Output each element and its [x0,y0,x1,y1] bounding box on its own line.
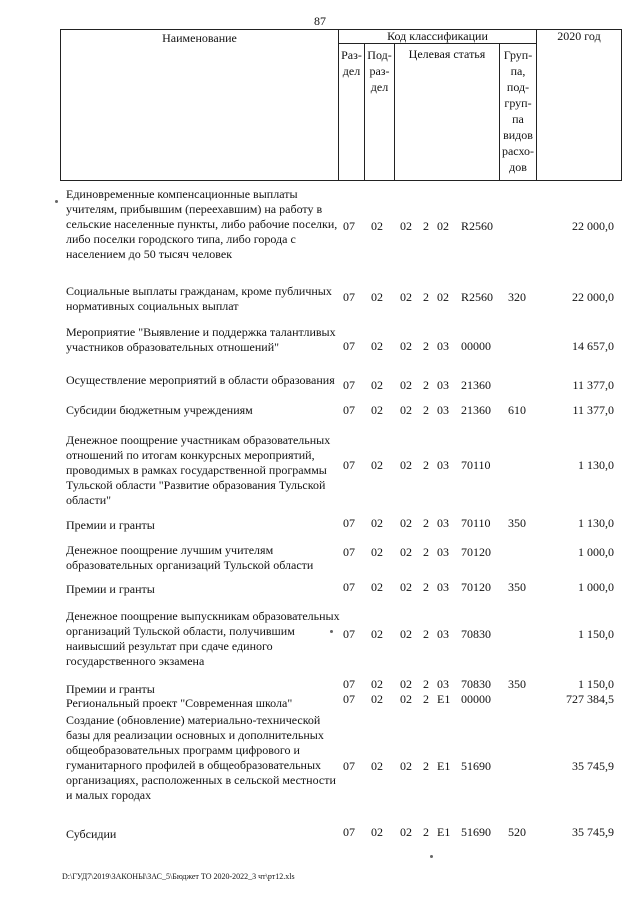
row-amount: 1 000,0 [578,545,614,559]
header-razdel: Раз- дел [341,48,362,78]
row-target-2: 2 [423,627,429,641]
row-podrazdel: 02 [371,219,383,233]
row-amount: 14 657,0 [572,339,614,353]
row-target-3: E1 [437,759,451,773]
row-target-3: 03 [437,580,449,594]
row-target-3: 03 [437,545,449,559]
row-amount: 11 377,0 [572,403,614,417]
row-target-4: 21360 [461,378,491,392]
header-right-border [621,29,622,181]
row-target-4: 70830 [461,627,491,641]
row-vid: 350 [508,516,526,530]
row-podrazdel: 02 [371,627,383,641]
row-name: Денежное поощрение лучшим учителям образовательных организаций Тульской области [66,543,314,572]
row-target-2: 2 [423,692,429,706]
row-target-3: 02 [437,219,449,233]
row-target-1: 02 [400,403,412,417]
page-number: 87 [314,14,326,28]
row-target-4: 70830 [461,677,491,691]
row-razdel: 07 [343,458,355,472]
row-razdel: 07 [343,627,355,641]
row-name: Социальные выплаты гражданам, кроме публичных нормативных социальных выплат [66,284,332,313]
row-podrazdel: 02 [371,545,383,559]
row-name: Субсидии бюджетным учреждениям [66,403,253,417]
row-target-3: 03 [437,339,449,353]
row-name: Мероприятие "Выявление и поддержка талантливых участников образовательных отношений" [66,325,336,354]
row-amount: 1 150,0 [578,627,614,641]
row-podrazdel: 02 [371,290,383,304]
row-name: Субсидии [66,827,117,841]
row-target-3: 03 [437,403,449,417]
row-name: Региональный проект "Современная школа" [66,696,293,710]
row-amount: 22 000,0 [572,290,614,304]
row-target-3: 03 [437,458,449,472]
row-target-1: 02 [400,290,412,304]
header-name: Наименование [162,31,237,45]
row-razdel: 07 [343,516,355,530]
row-amount: 1 000,0 [578,580,614,594]
row-amount: 1 130,0 [578,458,614,472]
row-target-2: 2 [423,458,429,472]
row-podrazdel: 02 [371,403,383,417]
row-razdel: 07 [343,378,355,392]
row-razdel: 07 [343,580,355,594]
row-target-1: 02 [400,516,412,530]
row-target-3: 03 [437,627,449,641]
row-amount: 727 384,5 [566,692,614,706]
row-amount: 35 745,9 [572,825,614,839]
row-name: Создание (обновление) материально-технической базы для реализации основных и дополнительных общеобразовательных программ цифрового и гуманитарного профилей в общеобразовательных организациях, расположенных в сельской местности и малых городах [66,713,336,802]
row-razdel: 07 [343,545,355,559]
row-podrazdel: 02 [371,378,383,392]
row-name: Осуществление мероприятий в области образования [66,373,335,387]
row-target-1: 02 [400,677,412,691]
row-target-3: 03 [437,516,449,530]
row-vid: 350 [508,677,526,691]
header-divider-group [536,29,537,181]
row-amount: 1 150,0 [578,677,614,691]
row-target-3: 03 [437,378,449,392]
row-vid: 610 [508,403,526,417]
row-vid: 350 [508,580,526,594]
row-razdel: 07 [343,219,355,233]
scan-mark [55,200,58,203]
footer-file-path: D:\ГУД7\2019\ЗАКОНЫ\ЗАС_5\Бюджет ТО 2020-2022_3 чт\рт12.xls [62,872,295,881]
row-name: Денежное поощрение участникам образовательных отношений по итогам конкурсных мероприятий, проводимых в рамках государственной программы Тульской области "Развитие образования Тульской области" [66,433,331,507]
row-podrazdel: 02 [371,458,383,472]
row-target-1: 02 [400,378,412,392]
row-amount: 11 377,0 [572,378,614,392]
row-target-2: 2 [423,339,429,353]
row-target-4: 70110 [461,458,491,472]
row-razdel: 07 [343,825,355,839]
row-razdel: 07 [343,692,355,706]
header-year: 2020 год [557,29,601,43]
row-name: Денежное поощрение выпускникам образовательных организаций Тульской области, получившим наивысший результат при сдаче единого государственного экзамена [66,609,340,668]
row-podrazdel: 02 [371,759,383,773]
row-razdel: 07 [343,759,355,773]
row-target-2: 2 [423,516,429,530]
row-target-2: 2 [423,580,429,594]
row-podrazdel: 02 [371,692,383,706]
row-target-4: 00000 [461,339,491,353]
row-target-3: 03 [437,677,449,691]
row-name: Единовременные компенсационные выплаты учителям, прибывшим (переехавшим) на работу в сельские населенные пункты, либо рабочие поселки, либо поселки городского типа, либо города с населением до 50 тысяч человек [66,187,338,261]
row-podrazdel: 02 [371,516,383,530]
row-name: Премии и гранты [66,518,155,532]
row-target-4: 70120 [461,545,491,559]
row-target-1: 02 [400,339,412,353]
row-target-1: 02 [400,458,412,472]
row-name: Премии и гранты [66,682,155,696]
row-target-1: 02 [400,759,412,773]
row-target-2: 2 [423,759,429,773]
row-razdel: 07 [343,290,355,304]
row-target-1: 02 [400,692,412,706]
row-podrazdel: 02 [371,825,383,839]
row-amount: 22 000,0 [572,219,614,233]
header-bottom-border [60,180,622,181]
row-name: Премии и гранты [66,582,155,596]
header-code-group: Код классификации [387,29,488,43]
header-left-border [60,29,61,181]
row-target-1: 02 [400,627,412,641]
row-target-4: 51690 [461,759,491,773]
row-target-3: E1 [437,825,451,839]
row-vid: 320 [508,290,526,304]
row-target-4: 70110 [461,516,491,530]
row-target-4: 70120 [461,580,491,594]
row-target-2: 2 [423,378,429,392]
row-target-2: 2 [423,403,429,417]
row-target-1: 02 [400,580,412,594]
row-target-2: 2 [423,545,429,559]
row-target-4: R2560 [461,219,494,233]
row-target-1: 02 [400,825,412,839]
row-target-4: 21360 [461,403,491,417]
scan-mark [430,855,433,858]
row-amount: 35 745,9 [572,759,614,773]
row-razdel: 07 [343,339,355,353]
row-razdel: 07 [343,677,355,691]
row-target-4: 51690 [461,825,491,839]
row-amount: 1 130,0 [578,516,614,530]
header-tselevaya: Целевая статья [408,47,486,61]
row-razdel: 07 [343,403,355,417]
row-target-3: E1 [437,692,451,706]
row-podrazdel: 02 [371,580,383,594]
header-gruppa: Груп- па, под- груп- па видов расхо- дов [501,48,535,174]
row-target-1: 02 [400,545,412,559]
row-target-4: R2560 [461,290,494,304]
header-divider-podrazdel [394,43,395,181]
row-target-3: 02 [437,290,449,304]
row-target-2: 2 [423,825,429,839]
row-target-2: 2 [423,290,429,304]
row-podrazdel: 02 [371,677,383,691]
row-target-2: 2 [423,219,429,233]
row-target-4: 00000 [461,692,491,706]
row-target-1: 02 [400,219,412,233]
header-podrazdel: Под- раз- дел [367,48,392,94]
row-vid: 520 [508,825,526,839]
row-podrazdel: 02 [371,339,383,353]
row-target-2: 2 [423,677,429,691]
